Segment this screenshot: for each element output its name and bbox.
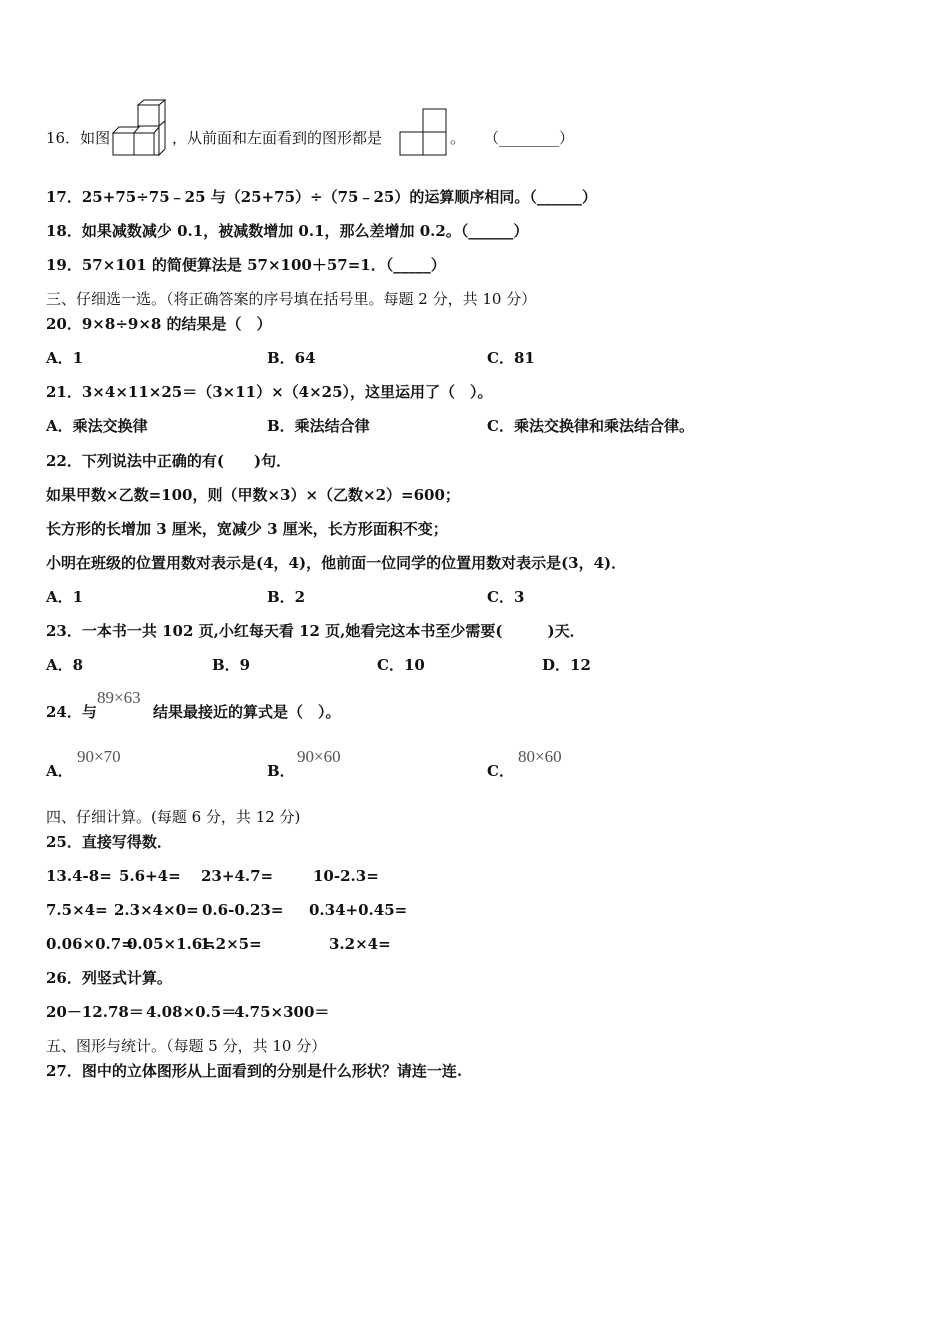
- q22-option-b: B．2: [267, 588, 306, 606]
- q25-item: 13.4-8=: [46, 867, 112, 885]
- q26-item: 4.08×0.5＝: [146, 1003, 237, 1021]
- q23-option-d: D．12: [542, 656, 591, 674]
- cube-stack-figure: [112, 99, 168, 157]
- q24-option-b-expression: 90×60: [297, 747, 341, 766]
- q16-prefix: 16．如图: [46, 129, 111, 147]
- q23-option-c: C．10: [377, 656, 425, 674]
- q23-stem: 23．一本书一共 102 页,小红每天看 12 页,她看完这本书至少需要( )天．: [46, 622, 585, 640]
- q17: 17．25+75÷75﹣25 与（25+75）÷（75﹣25）的运算顺序相同。（______）: [46, 188, 597, 206]
- q25-item: 10-2.3=: [313, 867, 379, 885]
- q22-option-c: C．3: [487, 588, 525, 606]
- section-5-heading: 五、图形与统计。（每题 5 分，共 10 分）: [46, 1037, 327, 1055]
- q25-item: 23+4.7=: [201, 867, 274, 885]
- q24-option-c-label: C．: [487, 762, 514, 780]
- section-3-heading: 三、仔细选一选。（将正确答案的序号填在括号里。每题 2 分，共 10 分）: [46, 290, 537, 308]
- q24-option-a-expression: 90×70: [77, 747, 121, 766]
- q25-stem: 25．直接写得数．: [46, 833, 172, 851]
- q22-statement-2: 长方形的长增加 3 厘米，宽减少 3 厘米，长方形面积不变；: [46, 520, 448, 538]
- q20-stem: 20．9×8÷9×8 的结果是（ ）: [46, 315, 272, 333]
- q24-option-a-label: A．: [46, 762, 73, 780]
- q26-item: 20－12.78＝: [46, 1003, 144, 1021]
- q21-option-a: A．乘法交换律: [46, 417, 148, 435]
- q26-item: 4.75×300＝: [234, 1003, 330, 1021]
- q25-item: 0.6-0.23=: [202, 901, 284, 919]
- q24-prefix: 24．与: [46, 703, 97, 721]
- q26-stem: 26．列竖式计算。: [46, 969, 172, 987]
- q25-item: 7.5×4=: [46, 901, 108, 919]
- view-shape-figure: [399, 108, 449, 156]
- q25-item: 0.05×1.6=: [127, 935, 215, 953]
- q20-option-c: C．81: [487, 349, 535, 367]
- section-4-heading: 四、仔细计算。(每题 6 分，共 12 分): [46, 808, 301, 826]
- q22-stem: 22．下列说法中正确的有( )句．: [46, 452, 292, 470]
- q27-stem: 27．图中的立体图形从上面看到的分别是什么形状？请连一连.: [46, 1062, 463, 1080]
- q21-option-b: B．乘法结合律: [267, 417, 370, 435]
- q25-item: 3.2×4=: [329, 935, 391, 953]
- q25-item: 1.2×5=: [200, 935, 262, 953]
- q19: 19．57×101 的简便算法是 57×100＋57=1．（_____）: [46, 256, 446, 274]
- q24-expression: 89×63: [97, 688, 141, 707]
- q16-blank: （________）: [484, 129, 575, 147]
- q24-option-c-expression: 80×60: [518, 747, 562, 766]
- q25-item: 0.06×0.7=: [46, 935, 134, 953]
- q24-option-b-label: B．: [267, 762, 295, 780]
- q23-option-a: A．8: [46, 656, 84, 674]
- q22-statement-3: 小明在班级的位置用数对表示是(4，4)，他前面一位同学的位置用数对表示是(3，4)．: [46, 554, 627, 572]
- q25-item: 2.3×4×0=: [114, 901, 199, 919]
- q25-item: 0.34+0.45=: [309, 901, 408, 919]
- q22-option-a: A．1: [46, 588, 84, 606]
- q18: 18．如果减数减少 0.1，被减数增加 0.1，那么差增加 0.2。（______）: [46, 222, 529, 240]
- q16-middle: ，从前面和左面看到的图形都是: [172, 129, 383, 147]
- q23-option-b: B．9: [212, 656, 251, 674]
- q20-option-b: B．64: [267, 349, 316, 367]
- q21-option-c: C．乘法交换律和乘法结合律。: [487, 417, 694, 435]
- q24-suffix: 结果最接近的算式是（ ）。: [153, 703, 341, 721]
- q25-item: 5.6+4=: [119, 867, 181, 885]
- q21-stem: 21．3×4×11×25＝（3×11）×（4×25），这里运用了（ ）。: [46, 383, 493, 401]
- q22-statement-1: 如果甲数×乙数=100，则（甲数×3）×（乙数×2）=600；: [46, 486, 460, 504]
- q20-option-a: A．1: [46, 349, 84, 367]
- q16-period: 。: [450, 129, 466, 147]
